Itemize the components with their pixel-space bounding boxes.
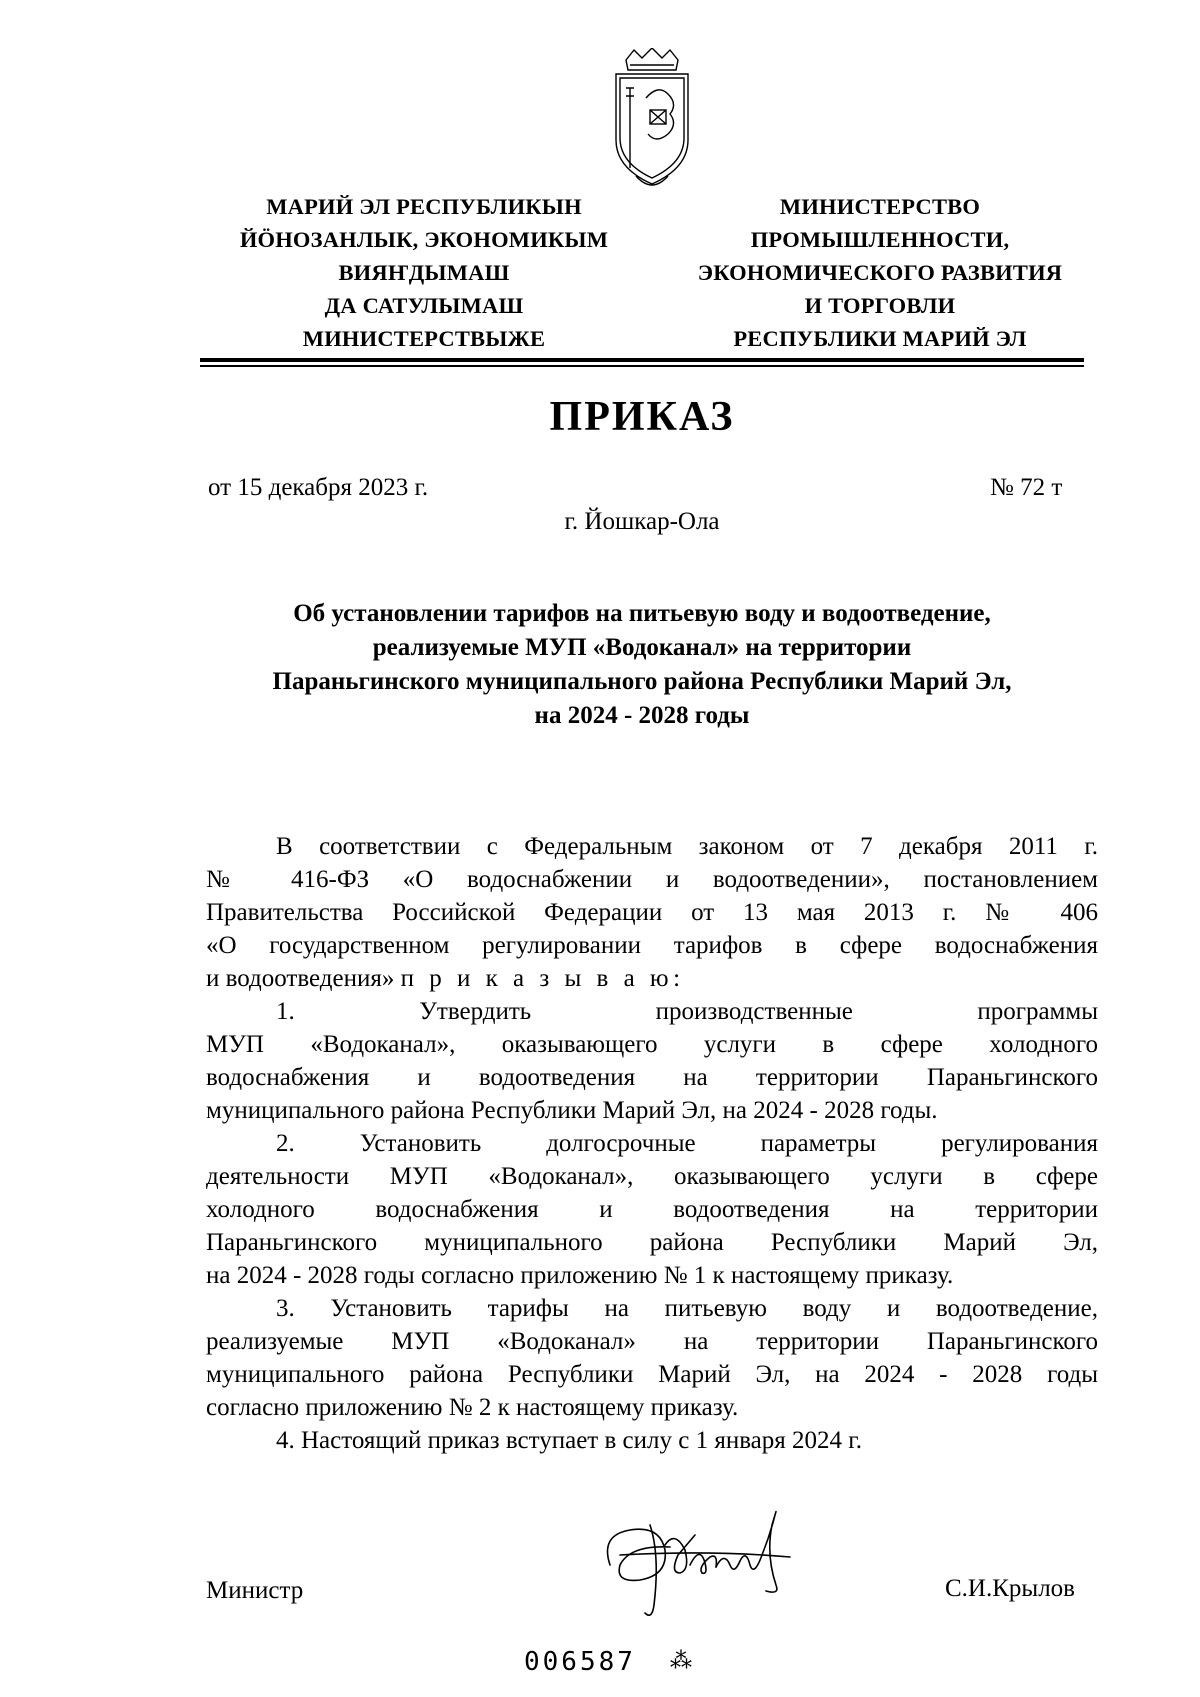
item-line: муниципального района Республики Марий Эл, на 2024 - 2028 годы [206, 1361, 1098, 1388]
header-right-line: ЭКОНОМИЧЕСКОГО РАЗВИТИЯ [697, 260, 1063, 285]
preamble-last-text: и водоотведения» [206, 965, 395, 992]
item-line: холодного водоснабжения и водоотведения на территории [206, 1196, 1098, 1223]
header-divider-thick [200, 358, 1084, 362]
item-line: муниципального района Республики Марий Эл, на 2024 - 2028 годы. [206, 1097, 938, 1124]
document-title: ПРИКАЗ [549, 394, 735, 440]
item-line: на 2024 - 2028 годы согласно приложению № 1 к настоящему приказу. [206, 1262, 954, 1289]
coat-of-arms-emblem [606, 48, 698, 194]
header-right-line: ПРОМЫШЛЕННОСТИ, [750, 227, 1010, 252]
header-left-line: ВИЯҤДЫМАШ [338, 260, 510, 285]
signatory-position: Министр [206, 1577, 304, 1604]
header-left-line: МИНИСТЕРСТВЫЖЕ [302, 326, 546, 351]
subject-line: на 2024 - 2028 годы [534, 702, 750, 729]
item-line: 1. Утвердить производственные программы [276, 998, 1098, 1025]
ministry-name-mari [200, 190, 648, 355]
preamble-last-line [206, 962, 1098, 995]
header-right-line: МИНИСТЕРСТВО [779, 194, 981, 219]
header-right-line: РЕСПУБЛИКИ МАРИЙ ЭЛ [733, 326, 1027, 351]
item-line: 4. Настоящий приказ вступает в силу с 1 января 2024 г. [276, 1427, 862, 1454]
subject-line: реализуемые МУП «Водоканал» на территории [372, 634, 912, 661]
item-line: 3. Установить тарифы на питьевую воду и водоотведение, [276, 1295, 1098, 1322]
document-city: г. Йошкар-Ола [564, 508, 720, 535]
item-line: деятельности МУП «Водоканал», оказывающего услуги в сфере [206, 1163, 1098, 1190]
header-left-line: ЙÖНОЗАНЛЫК, ЭКОНОМИКЫМ [239, 227, 609, 252]
header-left-line: МАРИЙ ЭЛ РЕСПУБЛИКЫН [266, 194, 582, 219]
handwritten-signature [590, 1495, 820, 1625]
subject-line: Параньгинского муниципального района Республики Марий Эл, [272, 668, 1012, 695]
ministry-name-russian [676, 190, 1084, 355]
item-line: МУП «Водоканал», оказывающего услуги в сфере холодного [206, 1031, 1098, 1058]
header-right-line: И ТОРГОВЛИ [804, 293, 956, 318]
item-line: 2. Установить долгосрочные параметры регулирования [276, 1130, 1098, 1157]
document-body [206, 830, 1098, 1457]
item-line: реализуемые МУП «Водоканал» на территории Параньгинского [206, 1328, 1098, 1355]
preamble-line: № 416-ФЗ «О водоснабжении и водоотведении», постановлением [206, 866, 1098, 893]
preamble-line: В соответствии с Федеральным законом от 7 декабря 2011 г. [276, 833, 1098, 860]
subject-line: Об установлении тарифов на питьевую воду и водоотведение, [293, 600, 991, 627]
item-line: водоснабжения и водоотведения на территории Параньгинского [206, 1064, 1098, 1091]
serial-number: 006587 [524, 1647, 636, 1677]
header-left-line: ДА САТУЛЫМАШ [324, 293, 524, 318]
order-word: п р и к а з ы в а ю: [400, 965, 685, 992]
item-line: согласно приложению № 2 к настоящему приказу. [206, 1394, 739, 1421]
document-date: от 15 декабря 2023 г. [208, 474, 429, 501]
document-number: № 72 т [990, 474, 1063, 501]
preamble-line: «О государственном регулировании тарифов в сфере водоснабжения [206, 932, 1098, 959]
serial-asterisk-mark: ⁂ [670, 1648, 692, 1673]
item-line: Параньгинского муниципального района Республики Марий Эл, [206, 1229, 1098, 1256]
signatory-name: С.И.Крылов [945, 1575, 1075, 1602]
document-subject [200, 597, 1084, 733]
header-divider-thin [200, 365, 1084, 367]
preamble-line: Правительства Российской Федерации от 13 мая 2013 г. № 406 [206, 899, 1098, 926]
